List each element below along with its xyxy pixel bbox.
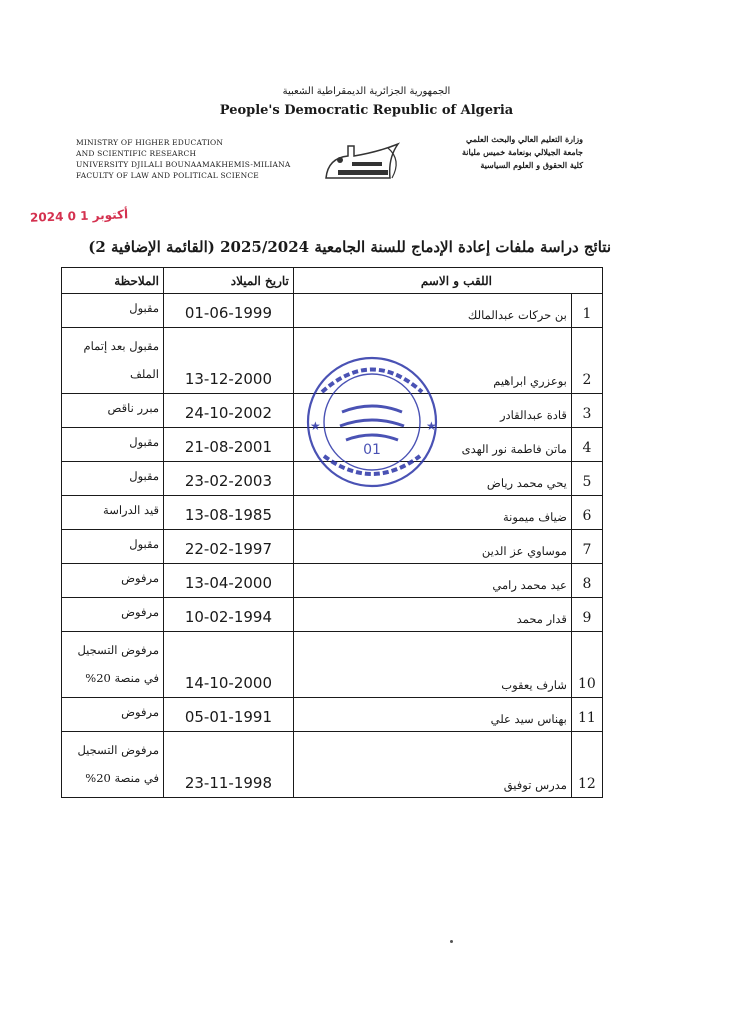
header-name: اللقب و الاسم xyxy=(293,268,602,294)
row-number: 11 xyxy=(571,698,602,732)
student-name: موساوي عز الدين xyxy=(293,530,571,564)
status-note: مرفوض xyxy=(62,564,164,598)
header-dob: تاريخ الميلاد xyxy=(164,268,294,294)
student-name: شارف يعقوب xyxy=(293,632,571,698)
table-row xyxy=(62,564,603,598)
birth-date: 13-08-1985 xyxy=(164,496,294,530)
status-note: مقبول xyxy=(62,294,164,328)
student-name: ضياف ميمونة xyxy=(293,496,571,530)
table-row xyxy=(62,632,603,698)
student-name: بن حركات عبدالمالك xyxy=(293,294,571,328)
row-number: 10 xyxy=(571,632,602,698)
university-logo-icon xyxy=(318,138,408,184)
student-name: بوعزري ابراهيم xyxy=(293,328,571,394)
birth-date: 21-08-2001 xyxy=(164,428,294,462)
birth-date: 10-02-1994 xyxy=(164,598,294,632)
student-name: ماتن فاطمة نور الهدى xyxy=(293,428,571,462)
birth-date: 24-10-2002 xyxy=(164,394,294,428)
institution-line: كلية الحقوق و العلوم السياسية xyxy=(480,160,583,170)
student-name: مدرس توفيق xyxy=(293,732,571,798)
arabic-republic-heading: الجمهورية الجزائرية الديمقراطية الشعبية xyxy=(282,86,451,97)
date-stamp: 2024 أكتوبر 1 0 xyxy=(29,207,129,225)
row-number: 4 xyxy=(571,428,602,462)
birth-date: 23-11-1998 xyxy=(164,732,294,798)
english-institution-block xyxy=(76,137,291,181)
arabic-institution-block xyxy=(462,133,583,172)
status-note: مرفوض xyxy=(62,698,164,732)
student-name: يحي محمد رياض xyxy=(293,462,571,496)
row-number: 8 xyxy=(571,564,602,598)
status-note: مرفوض xyxy=(62,598,164,632)
status-note: مرفوض التسجيل في منصة 20% xyxy=(62,732,164,798)
svg-text:★: ★ xyxy=(310,419,321,433)
row-number: 7 xyxy=(571,530,602,564)
table-row xyxy=(62,732,603,798)
birth-date: 14-10-2000 xyxy=(164,632,294,698)
svg-text:★: ★ xyxy=(426,419,437,433)
student-name: قدار محمد xyxy=(293,598,571,632)
table-row xyxy=(62,698,603,732)
student-name: عيد محمد رامي xyxy=(293,564,571,598)
status-note: مرفوض التسجيل في منصة 20% xyxy=(62,632,164,698)
institution-line: UNIVERSITY DJILALI BOUNAAMAKHEMIS-MILIANA xyxy=(76,160,291,169)
row-number: 6 xyxy=(571,496,602,530)
institution-line: FACULTY OF LAW AND POLITICAL SCIENCE xyxy=(76,171,259,180)
official-seal-icon xyxy=(302,352,442,492)
status-note: مقبول xyxy=(62,530,164,564)
student-name: قادة عبدالقادر xyxy=(293,394,571,428)
status-note: مقبول بعد إتمام الملف xyxy=(62,328,164,394)
birth-date: 22-02-1997 xyxy=(164,530,294,564)
birth-date: 13-12-2000 xyxy=(164,328,294,394)
birth-date: 23-02-2003 xyxy=(164,462,294,496)
row-number: 9 xyxy=(571,598,602,632)
birth-date: 01-06-1999 xyxy=(164,294,294,328)
row-number: 2 xyxy=(571,328,602,394)
row-number: 5 xyxy=(571,462,602,496)
table-row xyxy=(62,530,603,564)
status-note: مبرر ناقص xyxy=(62,394,164,428)
english-republic-heading: People's Democratic Republic of Algeria xyxy=(219,103,514,118)
institution-line: AND SCIENTIFIC RESEARCH xyxy=(76,149,197,158)
student-name: بهناس سيد علي xyxy=(293,698,571,732)
institution-line: MINISTRY OF HIGHER EDUCATION xyxy=(76,138,224,147)
table-row xyxy=(62,294,603,328)
results-table xyxy=(61,267,603,798)
table-row xyxy=(62,598,603,632)
table-header-row xyxy=(62,268,603,294)
status-note: مقبول xyxy=(62,428,164,462)
birth-date: 05-01-1991 xyxy=(164,698,294,732)
table-row xyxy=(62,496,603,530)
document-title: نتائج دراسة ملفات إعادة الإدماج للسنة الجامعية 2025/2024 (القائمة الإضافية 2) xyxy=(88,238,611,256)
row-number: 1 xyxy=(571,294,602,328)
row-number: 12 xyxy=(571,732,602,798)
svg-text:01: 01 xyxy=(363,442,381,458)
status-note: قيد الدراسة xyxy=(62,496,164,530)
institution-line: جامعة الجيلالي بونعامة خميس مليانة xyxy=(461,147,583,157)
header-note: الملاحظة xyxy=(62,268,164,294)
birth-date: 13-04-2000 xyxy=(164,564,294,598)
institution-line: وزارة التعليم العالي والبحث العلمي xyxy=(466,134,583,144)
speck xyxy=(450,940,453,943)
row-number: 3 xyxy=(571,394,602,428)
status-note: مقبول xyxy=(62,462,164,496)
